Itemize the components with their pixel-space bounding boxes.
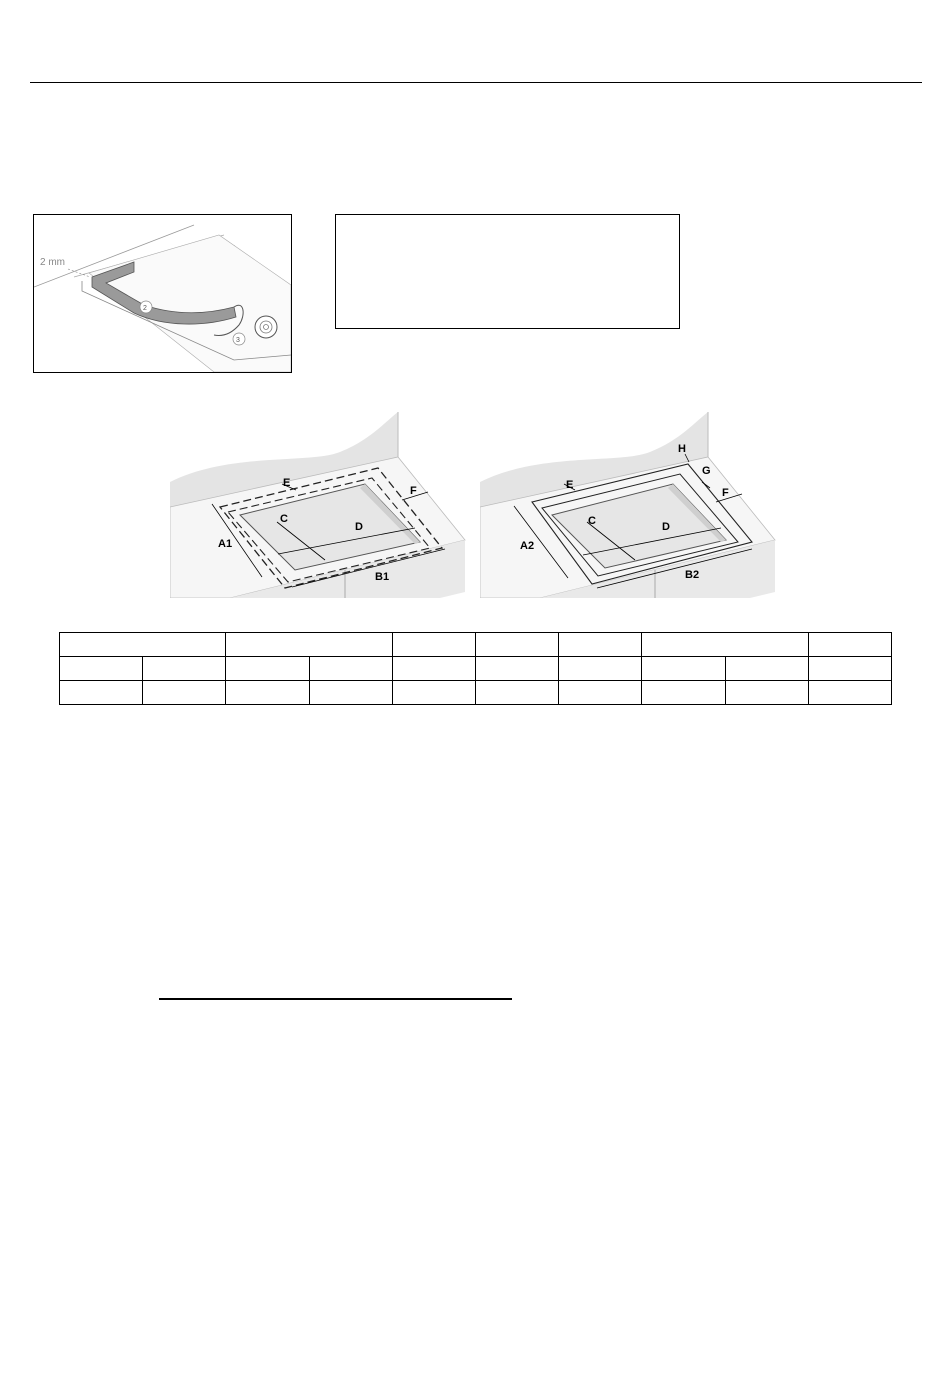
label-a2: A2 (520, 540, 535, 552)
table-cell (60, 681, 143, 705)
section-heading-underline (159, 998, 512, 1000)
label-c: C (280, 513, 288, 525)
table-row (60, 657, 892, 681)
table-cell (559, 657, 642, 681)
table-cell (559, 681, 642, 705)
label-h: H (678, 443, 686, 455)
table-cell (226, 681, 309, 705)
table-cell (475, 657, 558, 681)
label-b1: B1 (375, 571, 390, 583)
seal-strip-figure (33, 214, 292, 373)
table-header-cell (642, 633, 808, 657)
header-rule (30, 82, 922, 83)
table-cell (725, 657, 808, 681)
table-cell (475, 681, 558, 705)
cutout-illustration-right (480, 412, 780, 598)
table-header-cell (808, 633, 891, 657)
callout-3: 3 (236, 337, 240, 344)
table-cell (143, 657, 226, 681)
table-header-row (60, 633, 892, 657)
table-row (60, 681, 892, 705)
label-d: D (662, 521, 670, 533)
table-header-cell (559, 633, 642, 657)
table-cell (808, 681, 891, 705)
table-cell (392, 681, 475, 705)
label-f: F (722, 487, 729, 499)
label-b2: B2 (685, 569, 700, 581)
label-d: D (355, 521, 363, 533)
gap-label: 2 mm (40, 257, 65, 268)
table-cell (642, 681, 725, 705)
table-cell (226, 657, 309, 681)
table-cell (309, 681, 392, 705)
label-f: F (410, 485, 417, 497)
table-header-cell (475, 633, 558, 657)
seal-strip-illustration (34, 215, 291, 372)
table-cell (309, 657, 392, 681)
cutout-diagram-left (170, 412, 470, 598)
table-cell (392, 657, 475, 681)
label-a1: A1 (218, 538, 233, 550)
label-g: G (702, 465, 711, 477)
cutout-diagram-right (480, 412, 780, 598)
label-c: C (588, 515, 596, 527)
table-header-cell (392, 633, 475, 657)
label-e: E (566, 479, 574, 491)
table-cell (642, 657, 725, 681)
cutout-illustration-left (170, 412, 470, 598)
table-header-cell (60, 633, 226, 657)
label-e: E (283, 477, 291, 489)
table-header-cell (226, 633, 392, 657)
note-box (335, 214, 680, 329)
callout-2: 2 (143, 305, 147, 312)
table-cell (143, 681, 226, 705)
table-cell (60, 657, 143, 681)
table-cell (808, 657, 891, 681)
dimension-table (59, 632, 892, 705)
table-cell (725, 681, 808, 705)
